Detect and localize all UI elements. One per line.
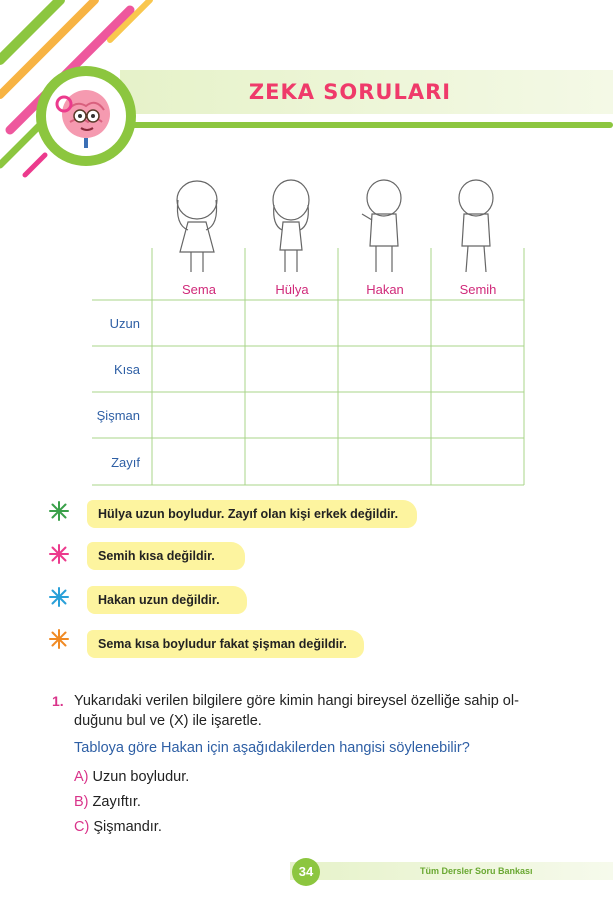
option-b-text: Zayıftır.	[92, 794, 141, 810]
option-a[interactable]	[74, 769, 189, 785]
star-icon	[48, 586, 70, 608]
star-icon	[48, 628, 70, 650]
clue-2: Semih kısa değildir.	[98, 549, 215, 563]
option-b-letter: B)	[74, 794, 89, 810]
clue-3: Hakan uzun değildir.	[98, 593, 220, 607]
page-number: 34	[292, 858, 320, 886]
question-number: 1.	[52, 693, 64, 709]
column-header-semih: Semih	[459, 282, 497, 297]
option-a-text: Uzun boyludur.	[92, 769, 190, 785]
option-c-text: Şişmandır.	[93, 819, 162, 835]
column-header-sema: Sema	[182, 282, 216, 297]
option-c[interactable]	[74, 819, 162, 835]
boy-figure-icon	[459, 180, 493, 272]
question-text-line-1: Yukarıdaki verilen bilgilere göre kimin hangi bireysel özelliğe sahip ol-	[74, 693, 519, 709]
row-header-zayif: Zayıf	[111, 455, 140, 470]
footer-title: Tüm Dersler Soru Bankası	[420, 866, 533, 876]
column-header-hakan: Hakan	[366, 282, 404, 297]
page-title: ZEKA SORULARI	[248, 80, 452, 104]
question-text-line-2: duğunu bul ve (X) ile işaretle.	[74, 713, 262, 729]
star-icon	[48, 500, 70, 522]
row-header-kisa: Kısa	[113, 362, 140, 377]
girl-figure-icon	[273, 180, 309, 272]
girl-figure-icon	[177, 181, 217, 272]
option-c-letter: C)	[74, 819, 90, 835]
row-header-uzun: Uzun	[109, 316, 140, 331]
question-subprompt: Tabloya göre Hakan için aşağıdakilerden hangisi söylenebilir?	[74, 740, 470, 756]
star-icon	[48, 543, 70, 565]
option-b[interactable]	[74, 794, 141, 810]
boy-figure-icon	[362, 180, 401, 272]
clue-1: Hülya uzun boyludur. Zayıf olan kişi erkek değildir.	[98, 507, 399, 521]
column-header-hulya: Hülya	[275, 282, 309, 297]
clue-4: Sema kısa boyludur fakat şişman değildir.	[98, 637, 347, 651]
row-header-sisman: Şişman	[96, 408, 140, 423]
option-a-letter: A)	[74, 769, 89, 785]
